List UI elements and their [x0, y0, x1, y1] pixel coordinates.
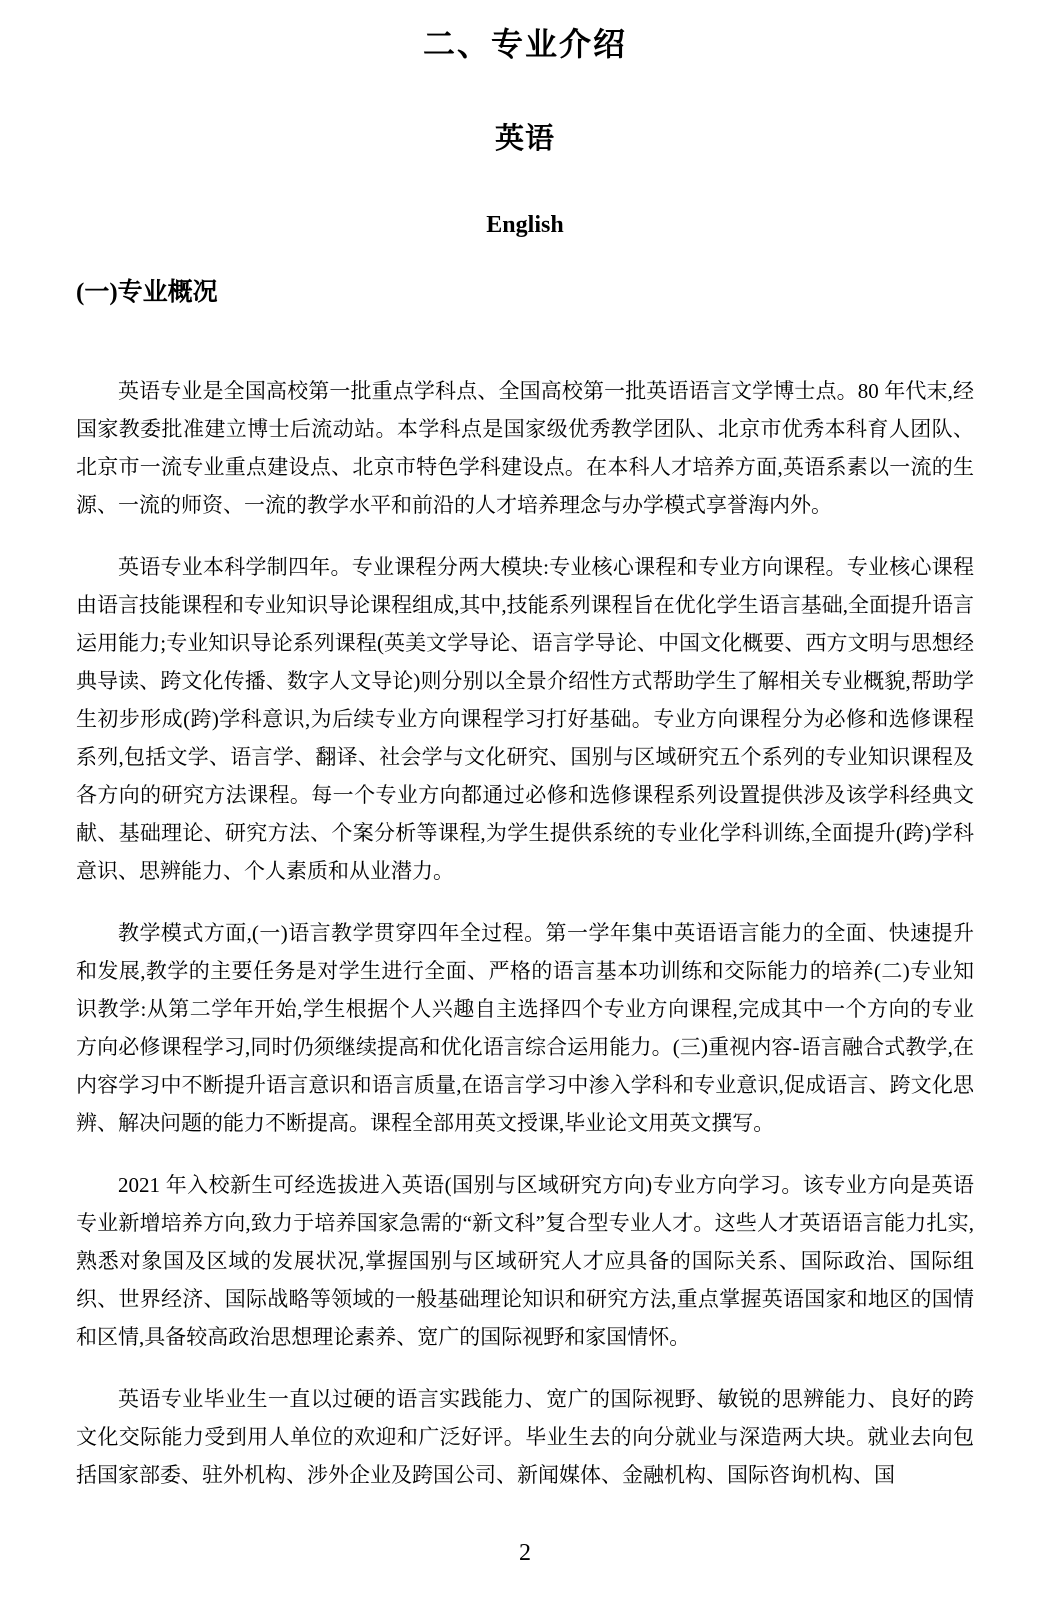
program-name-cn: 英语 — [494, 123, 555, 155]
section-heading: (一)专业概况 — [76, 279, 218, 306]
paragraph-overview: 英语专业是全国高校第一批重点学科点、全国高校第一批英语语言文学博士点。80 年代末,经国家教委批准建立博士后流动站。本学科点是国家级优秀教学团队、北京市优秀本科育人团队、北京市一流专业重点建设点、北京市特色学科建设点。在本科人才培养方面,英语系素以一流的生源、一流的师资、一流的教学水平和前沿的人才培养理念与办学模式享誉海内外。 — [76, 379, 974, 517]
program-name-en: English — [486, 212, 564, 238]
page-content — [0, 24, 1050, 1494]
doc-title: 二、专业介绍 — [422, 26, 627, 62]
paragraph-area-studies-track: 2021 年入校新生可经选拔进入英语(国别与区域研究方向)专业方向学习。该专业方向是英语专业新增培养方向,致力于培养国家急需的“新文科”复合型专业人才。这些人才英语语言能力扎实,熟悉对象国及区域的发展状况,掌握国别与区域研究人才应具备的国际关系、国际政治、国际组织、世界经济、国际战略等领域的一般基础理论知识和研究方法,重点掌握英语国家和地区的国情和区情,具备较高政治思想理论素养、宽广的国际视野和家国情怀。 — [76, 1173, 974, 1349]
paragraph-graduates: 英语专业毕业生一直以过硬的语言实践能力、宽广的国际视野、敏锐的思辨能力、良好的跨文化交际能力受到用人单位的欢迎和广泛好评。毕业生去的向分就业与深造两大块。就业去向包括国家部委、驻外机构、涉外企业及跨国公司、新闻媒体、金融机构、国际咨询机构、国 — [76, 1387, 974, 1487]
page-number: 2 — [519, 1540, 531, 1566]
body-text — [76, 372, 974, 1494]
paragraph-teaching-model: 教学模式方面,(一)语言教学贯穿四年全过程。第一学年集中英语语言能力的全面、快速提升和发展,教学的主要任务是对学生进行全面、严格的语言基本功训练和交际能力的培养(二)专业知识教学:从第二学年开始,学生根据个人兴趣自主选择四个专业方向课程,完成其中一个方向的专业方向必修课程学习,同时仍须继续提高和优化语言综合运用能力。(三)重视内容-语言融合式教学,在内容学习中不断提升语言意识和语言质量,在语言学习中渗入学科和专业意识,促成语言、跨文化思辨、解决问题的能力不断提高。课程全部用英文授课,毕业论文用英文撰写。 — [76, 921, 974, 1135]
paragraph-curriculum: 英语专业本科学制四年。专业课程分两大模块:专业核心课程和专业方向课程。专业核心课程由语言技能课程和专业知识导论课程组成,其中,技能系列课程旨在优化学生语言基础,全面提升语言运用能力;专业知识导论系列课程(英美文学导论、语言学导论、中国文化概要、西方文明与思想经典导读、跨文化传播、数字人文导论)则分别以全景介绍性方式帮助学生了解相关专业概貌,帮助学生初步形成(跨)学科意识,为后续专业方向课程学习打好基础。专业方向课程分为必修和选修课程系列,包括文学、语言学、翻译、社会学与文化研究、国别与区域研究五个系列的专业知识课程及各方向的研究方法课程。每一个专业方向都通过必修和选修课程系列设置提供涉及该学科经典文献、基础理论、研究方法、个案分析等课程,为学生提供系统的专业化学科训练,全面提升(跨)学科意识、思辨能力、个人素质和从业潜力。 — [76, 555, 974, 883]
